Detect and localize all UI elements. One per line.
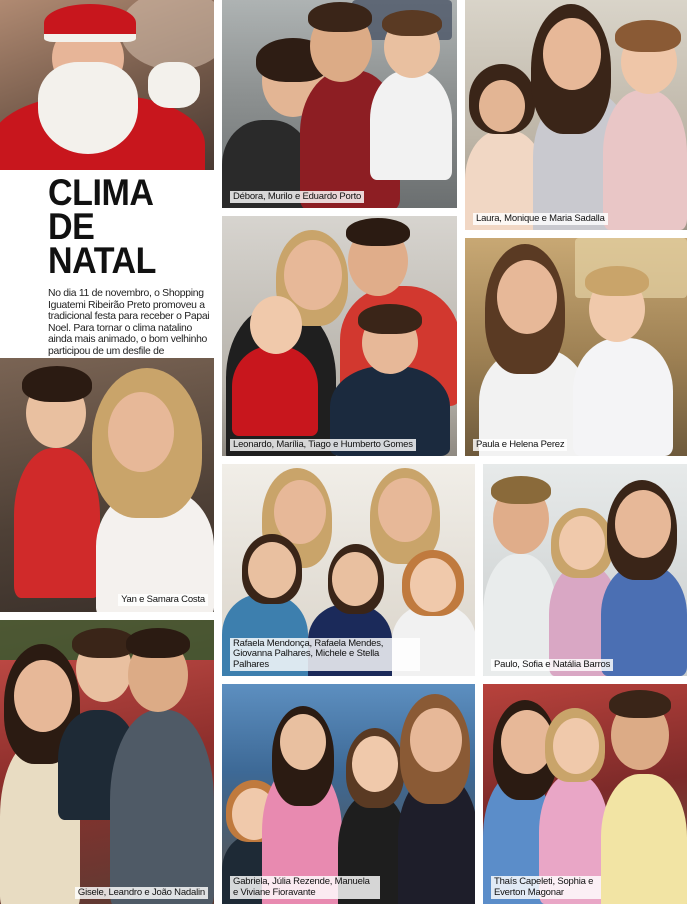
person-hair bbox=[308, 2, 372, 32]
photo-paula-helena bbox=[465, 238, 687, 456]
santa-glove bbox=[148, 62, 200, 108]
child-body bbox=[14, 448, 100, 598]
photo-thais-sophia-everton bbox=[483, 684, 687, 904]
person-hair bbox=[491, 476, 551, 504]
child-face bbox=[479, 80, 525, 132]
person-body bbox=[110, 710, 214, 904]
photo-caption: Leonardo, Marília, Tiago e Humberto Gomes bbox=[230, 439, 416, 452]
child-face bbox=[559, 516, 605, 570]
photo-caption: Gisele, Leandro e João Nadalin bbox=[75, 887, 208, 900]
santa-beard bbox=[38, 62, 138, 154]
photo-yan-samara bbox=[0, 358, 214, 612]
photo-rafaela-giovanna-michele-stella bbox=[222, 464, 475, 676]
photo-caption: Paulo, Sofia e Natália Barros bbox=[491, 659, 613, 672]
person-face bbox=[410, 708, 462, 772]
person-face bbox=[284, 240, 342, 310]
child-body bbox=[232, 346, 318, 436]
photo-caption: Paula e Helena Perez bbox=[473, 439, 567, 452]
photo-leonardo-marilia-tiago-humberto bbox=[222, 216, 457, 456]
person-face bbox=[615, 490, 671, 558]
santa-hat bbox=[44, 4, 136, 42]
person-face bbox=[14, 660, 72, 732]
person-hair bbox=[609, 690, 671, 718]
person-face bbox=[543, 18, 601, 90]
photo-caption: Thaís Capeleti, Sophia e Everton Magonar bbox=[491, 876, 601, 899]
person-body bbox=[601, 774, 687, 904]
child-face bbox=[352, 736, 398, 792]
person-hair bbox=[346, 218, 410, 246]
photo-paulo-sofia-natalia bbox=[483, 464, 687, 676]
person-face bbox=[378, 478, 432, 542]
child-face bbox=[553, 718, 599, 774]
article-block bbox=[48, 172, 218, 357]
photo-debora-murilo-eduardo bbox=[222, 0, 457, 208]
child-hair bbox=[585, 266, 649, 296]
article-body: No dia 11 de novembro, o Shopping Iguatemi Ribeirão Preto promoveu a tradicional festa para receber o Papai Noel. Para tornar o clima natalino ainda mais animado, o bom velhinho participou de um desfile de bbox=[48, 288, 210, 357]
child-hair bbox=[358, 304, 422, 334]
child-face bbox=[248, 542, 296, 598]
person-face bbox=[108, 392, 174, 472]
child-body bbox=[370, 70, 452, 180]
photo-gabriela-julia-manuela-viviane bbox=[222, 684, 475, 904]
person-hair bbox=[126, 628, 190, 658]
child-hair bbox=[615, 20, 681, 52]
article-title: CLIMA DE NATAL bbox=[48, 172, 156, 281]
child-face bbox=[332, 552, 378, 606]
child-face bbox=[280, 714, 326, 770]
photo-laura-monique-maria bbox=[465, 0, 687, 230]
person-face bbox=[497, 260, 557, 334]
person-body bbox=[601, 564, 687, 676]
photo-caption: Gabriela, Júlia Rezende, Manuela e Viviane Fioravante bbox=[230, 876, 380, 899]
photo-caption: Rafaela Mendonça, Rafaela Mendes, Giovanna Palhares, Michele e Stella Palhares bbox=[230, 638, 420, 672]
child-hair bbox=[382, 10, 442, 36]
photo-caption: Laura, Monique e Maria Sadalla bbox=[473, 213, 608, 226]
photo-caption: Débora, Murilo e Eduardo Porto bbox=[230, 191, 364, 204]
child-body bbox=[573, 338, 673, 456]
child-face bbox=[250, 296, 302, 354]
photo-gisele-leandro-joao bbox=[0, 620, 214, 904]
photo-santa-claus bbox=[0, 0, 214, 170]
person-face bbox=[274, 480, 326, 544]
child-hair bbox=[22, 366, 92, 402]
child-face bbox=[410, 558, 456, 612]
child-body bbox=[603, 90, 687, 230]
photo-caption: Yan e Samara Costa bbox=[118, 594, 208, 607]
